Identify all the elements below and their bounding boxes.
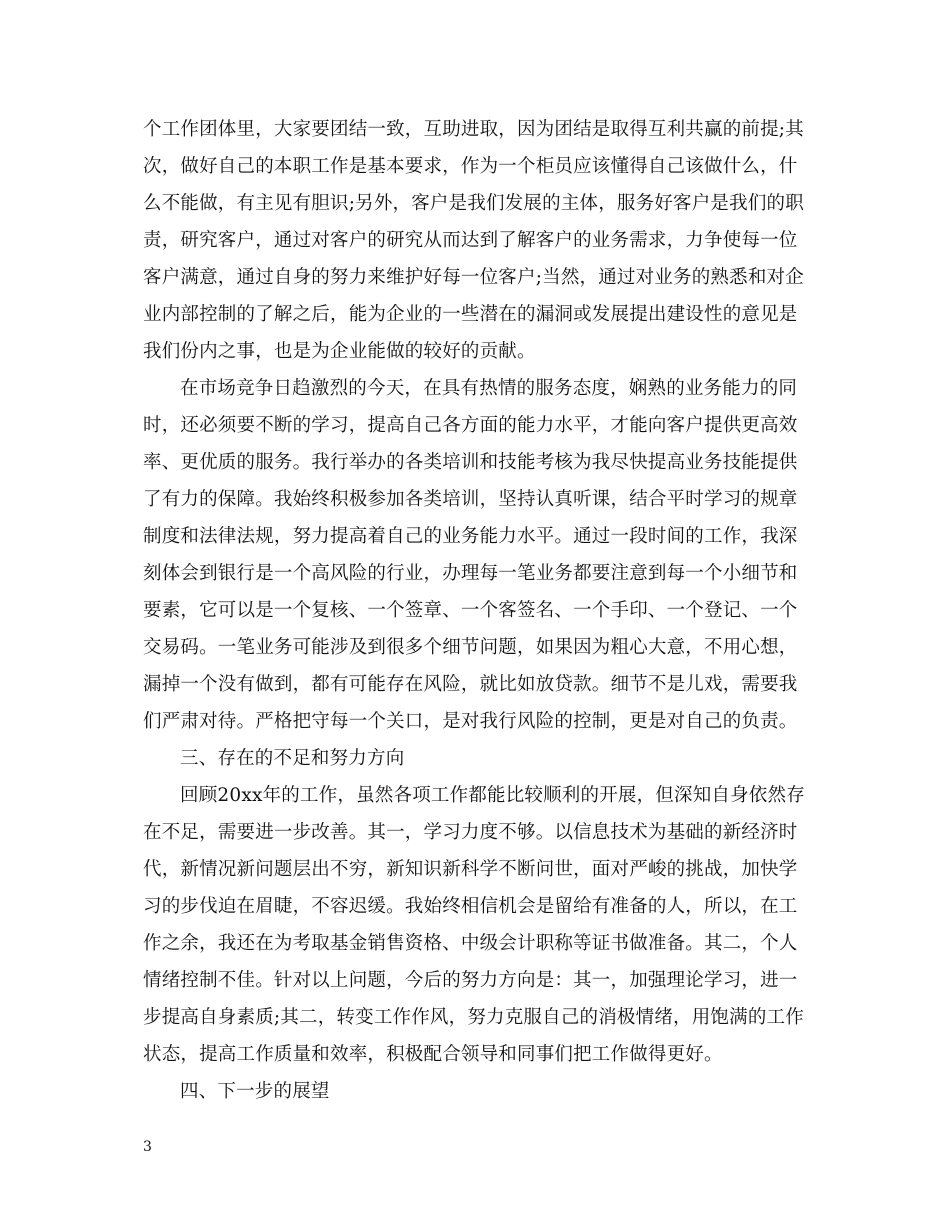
body-text-line: 责，研究客户，通过对客户的研究从而达到了解客户的业务需求，力争使每一位	[143, 230, 798, 251]
body-text-line: 制度和法律法规，努力提高着自己的业务能力水平。通过一段时间的工作，我深	[143, 526, 798, 547]
page-number: 3	[143, 1139, 152, 1155]
paragraph-first-line: 在市场竞争日趋激烈的今天，在具有热情的服务态度，娴熟的业务能力的同	[180, 378, 798, 399]
body-text-line: 在不足，需要进一步改善。其一，学习力度不够。以信息技术为基础的新经济时	[143, 822, 798, 843]
body-text-line: 刻体会到银行是一个高风险的行业，办理每一笔业务都要注意到每一个小细节和	[143, 563, 798, 584]
body-text-line: 们严肃对待。严格把守每一个关口，是对我行风险的控制，更是对自己的负责。	[143, 711, 798, 732]
body-text-line: 作之余，我还在为考取基金销售资格、中级会计职称等证书做准备。其二，个人	[143, 933, 798, 954]
body-text-line: 业内部控制的了解之后，能为企业的一些潜在的漏洞或发展提出建设性的意见是	[143, 304, 798, 325]
body-text-line: 了有力的保障。我始终积极参加各类培训，坚持认真听课，结合平时学习的规章	[143, 489, 798, 510]
paragraph-first-line: 回顾20xx年的工作，虽然各项工作都能比较顺利的开展，但深知自身依然存	[180, 785, 805, 806]
section-heading: 三、存在的不足和努力方向	[180, 748, 405, 769]
body-text-line: 率、更优质的服务。我行举办的各类培训和技能考核为我尽快提高业务技能提供	[143, 452, 798, 473]
body-text-line: 么不能做，有主见有胆识;另外，客户是我们发展的主体，服务好客户是我们的职	[143, 193, 804, 214]
body-text-line: 状态，提高工作质量和效率，积极配合领导和同事们把工作做得更好。	[143, 1044, 723, 1065]
body-text-line: 漏掉一个没有做到，都有可能存在风险，就比如放贷款。细节不是儿戏，需要我	[143, 674, 798, 695]
section-heading: 四、下一步的展望	[180, 1081, 330, 1102]
body-text-line: 客户满意，通过自身的努力来维护好每一位客户;当然，通过对业务的熟悉和对企	[143, 267, 804, 288]
body-text-line: 时，还必须要不断的学习，提高自己各方面的能力水平，才能向客户提供更高效	[143, 415, 798, 436]
body-text-line: 交易码。一笔业务可能涉及到很多个细节问题，如果因为粗心大意，不用心想，	[143, 637, 798, 658]
body-text-line: 个工作团体里，大家要团结一致，互助进取，因为团结是取得互利共赢的前提;其	[143, 119, 804, 140]
body-text-line: 次，做好自己的本职工作是基本要求，作为一个柜员应该懂得自己该做什么，什	[143, 156, 798, 177]
body-text-line: 情绪控制不佳。针对以上问题，今后的努力方向是：其一，加强理论学习，进一	[143, 970, 798, 991]
body-text-line: 要素，它可以是一个复核、一个签章、一个客签名、一个手印、一个登记、一个	[143, 600, 798, 621]
body-text-line: 习的步伐迫在眉睫，不容迟缓。我始终相信机会是留给有准备的人，所以，在工	[143, 896, 798, 917]
body-text-line: 我们份内之事，也是为企业能做的较好的贡献。	[143, 341, 536, 362]
body-text-line: 步提高自身素质;其二，转变工作作风，努力克服自己的消极情绪，用饱满的工作	[143, 1007, 804, 1028]
body-text-line: 代，新情况新问题层出不穷，新知识新科学不断问世，面对严峻的挑战，加快学	[143, 859, 798, 880]
